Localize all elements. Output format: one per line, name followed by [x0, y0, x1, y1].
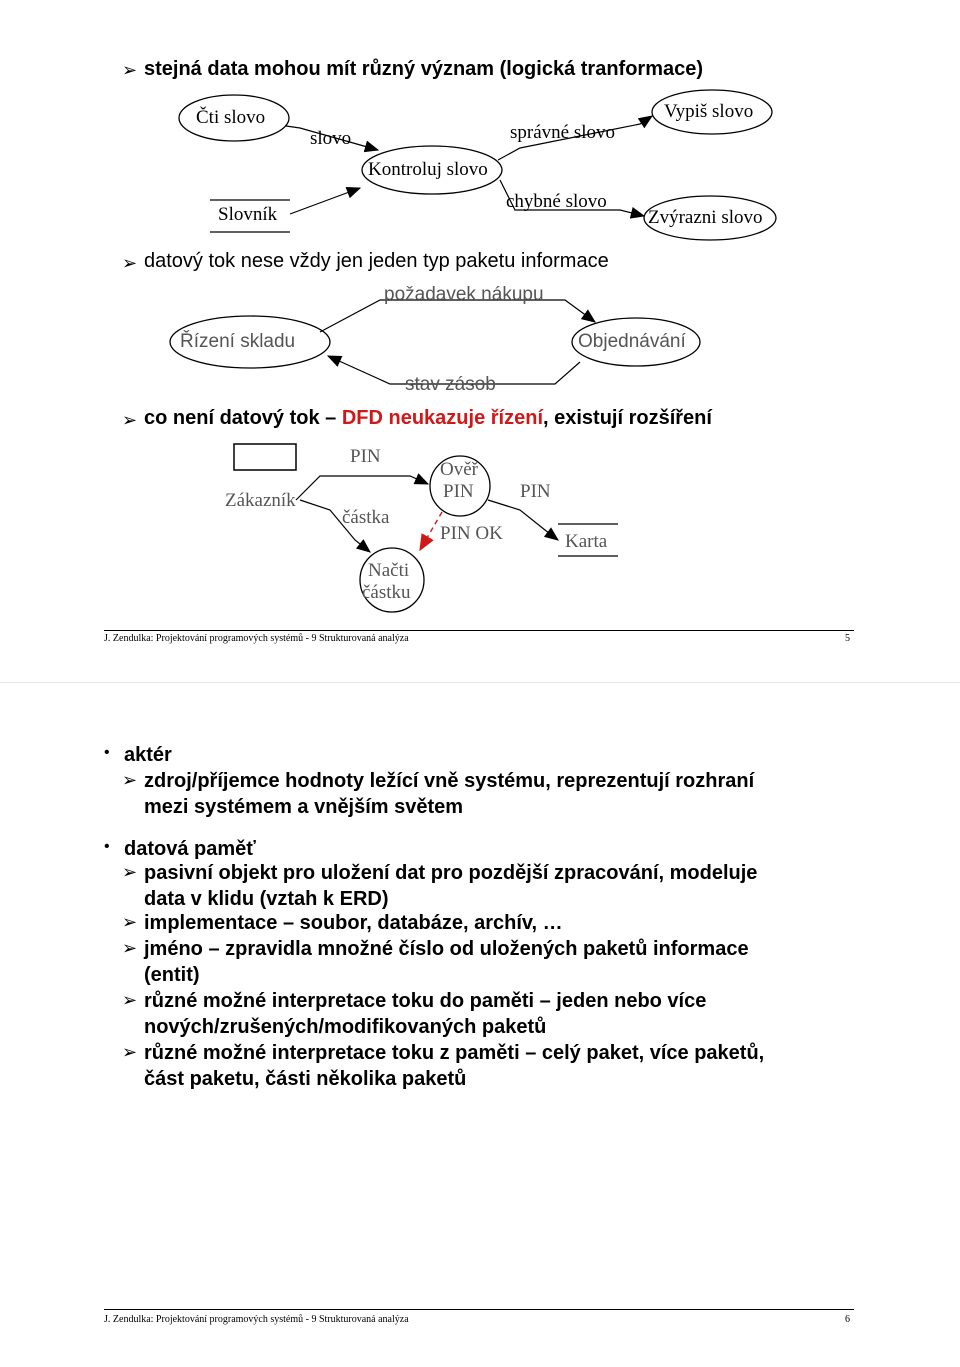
check-arrow-icon: ➢: [122, 60, 138, 80]
bullet-part-2-red: DFD neukazuje řízení: [341, 407, 543, 429]
check-arrow-icon: ➢: [122, 938, 138, 958]
label-nacti-line1: Načti: [368, 560, 410, 581]
list-item-line: různé možné interpretace toku z paměti – celý paket, více paketů,: [144, 1042, 765, 1064]
flow-label-spravne-slovo: správné slovo: [510, 122, 616, 143]
check-arrow-icon: ➢: [122, 1042, 138, 1062]
bullet-heading: stejná data mohou mít různý význam (logická tranformace): [144, 58, 704, 80]
list-item-line: data v klidu (vztah k ERD): [144, 888, 389, 910]
check-arrow-icon: ➢: [122, 990, 138, 1010]
label-over-pin-line1: Ověř: [440, 459, 478, 480]
flow-label-pin-ok: PIN OK: [440, 523, 503, 544]
check-arrow-icon: ➢: [122, 410, 138, 430]
label-cti-slovo: Čti slovo: [196, 107, 266, 128]
label-zvyrazni-slovo: Zvýrazni slovo: [648, 207, 763, 228]
flow-label-slovo: slovo: [310, 128, 352, 149]
check-arrow-icon: ➢: [122, 912, 138, 932]
list-item-line: (entit): [144, 964, 200, 986]
footer-text: J. Zendulka: Projektování programových systémů - 9 Strukturovaná analýza: [104, 1314, 409, 1325]
footer-text: J. Zendulka: Projektování programových systémů - 9 Strukturovaná analýza: [104, 633, 409, 644]
list-item-line: jméno – zpravidla množné číslo od uložených paketů informace: [144, 938, 749, 960]
list-item-line: pasivní objekt pro uložení dat pro pozdější zpracování, modeluje: [144, 862, 758, 884]
list-item-line: část paketu, části několika paketů: [144, 1068, 467, 1090]
page-number: 6: [845, 1314, 850, 1325]
flow-label-stav-zasob: stav zásob: [405, 374, 496, 395]
check-arrow-icon: ➢: [122, 253, 138, 273]
flow-label-pozadavek-nakupu: požadavek nákupu: [384, 284, 544, 305]
list-item-line: zdroj/příjemce hodnoty ležící vně systému, reprezentují rozhraní: [144, 770, 755, 792]
list-item-line: nových/zrušených/modifikovaných paketů: [144, 1016, 547, 1038]
flow-label-pin-2: PIN: [520, 481, 551, 502]
bullet-part-1: co není datový tok: [144, 407, 320, 429]
slide-divider: [0, 682, 960, 683]
label-objednavani: Objednávání: [578, 331, 686, 352]
bullet-dot-icon: •: [104, 744, 110, 761]
list-item-line: mezi systémem a vnějším světem: [144, 796, 464, 818]
label-nacti-line2: částku: [362, 582, 411, 603]
bullet-part-3: , existují rozšíření: [543, 407, 712, 429]
footer-rule: [104, 1309, 854, 1310]
bullet-dot-icon: •: [104, 838, 110, 855]
bullet-heading: datový tok nese vždy jen jeden typ paketu informace: [144, 250, 609, 272]
label-over-pin-line2: PIN: [443, 481, 474, 502]
flow-label-castka: částka: [342, 507, 390, 528]
flow-label-pin-1: PIN: [350, 446, 381, 467]
check-arrow-icon: ➢: [122, 770, 138, 790]
flow-label-chybne-slovo: chybné slovo: [506, 191, 607, 212]
label-zakaznik: Zákazník: [225, 490, 296, 511]
list-heading: aktér: [124, 744, 172, 766]
check-arrow-icon: ➢: [122, 862, 138, 882]
label-vypis-slovo: Vypiš slovo: [664, 101, 754, 122]
label-rizeni-skladu: Řízení skladu: [180, 331, 296, 352]
list-item-line: implementace – soubor, databáze, archív, …: [144, 912, 563, 934]
page-number: 5: [845, 633, 850, 644]
label-karta: Karta: [565, 531, 608, 552]
terminator-zakaznik: [234, 444, 296, 470]
bullet-heading: co není datový tok – DFD neukazuje řízení, existují rozšíření: [144, 407, 712, 429]
list-heading: datová paměť: [124, 838, 256, 860]
list-item-line: různé možné interpretace toku do paměti – jeden nebo více: [144, 990, 707, 1012]
label-slovnik: Slovník: [218, 204, 278, 225]
label-kontroluj-slovo: Kontroluj slovo: [368, 159, 488, 180]
footer-rule: [104, 630, 854, 631]
